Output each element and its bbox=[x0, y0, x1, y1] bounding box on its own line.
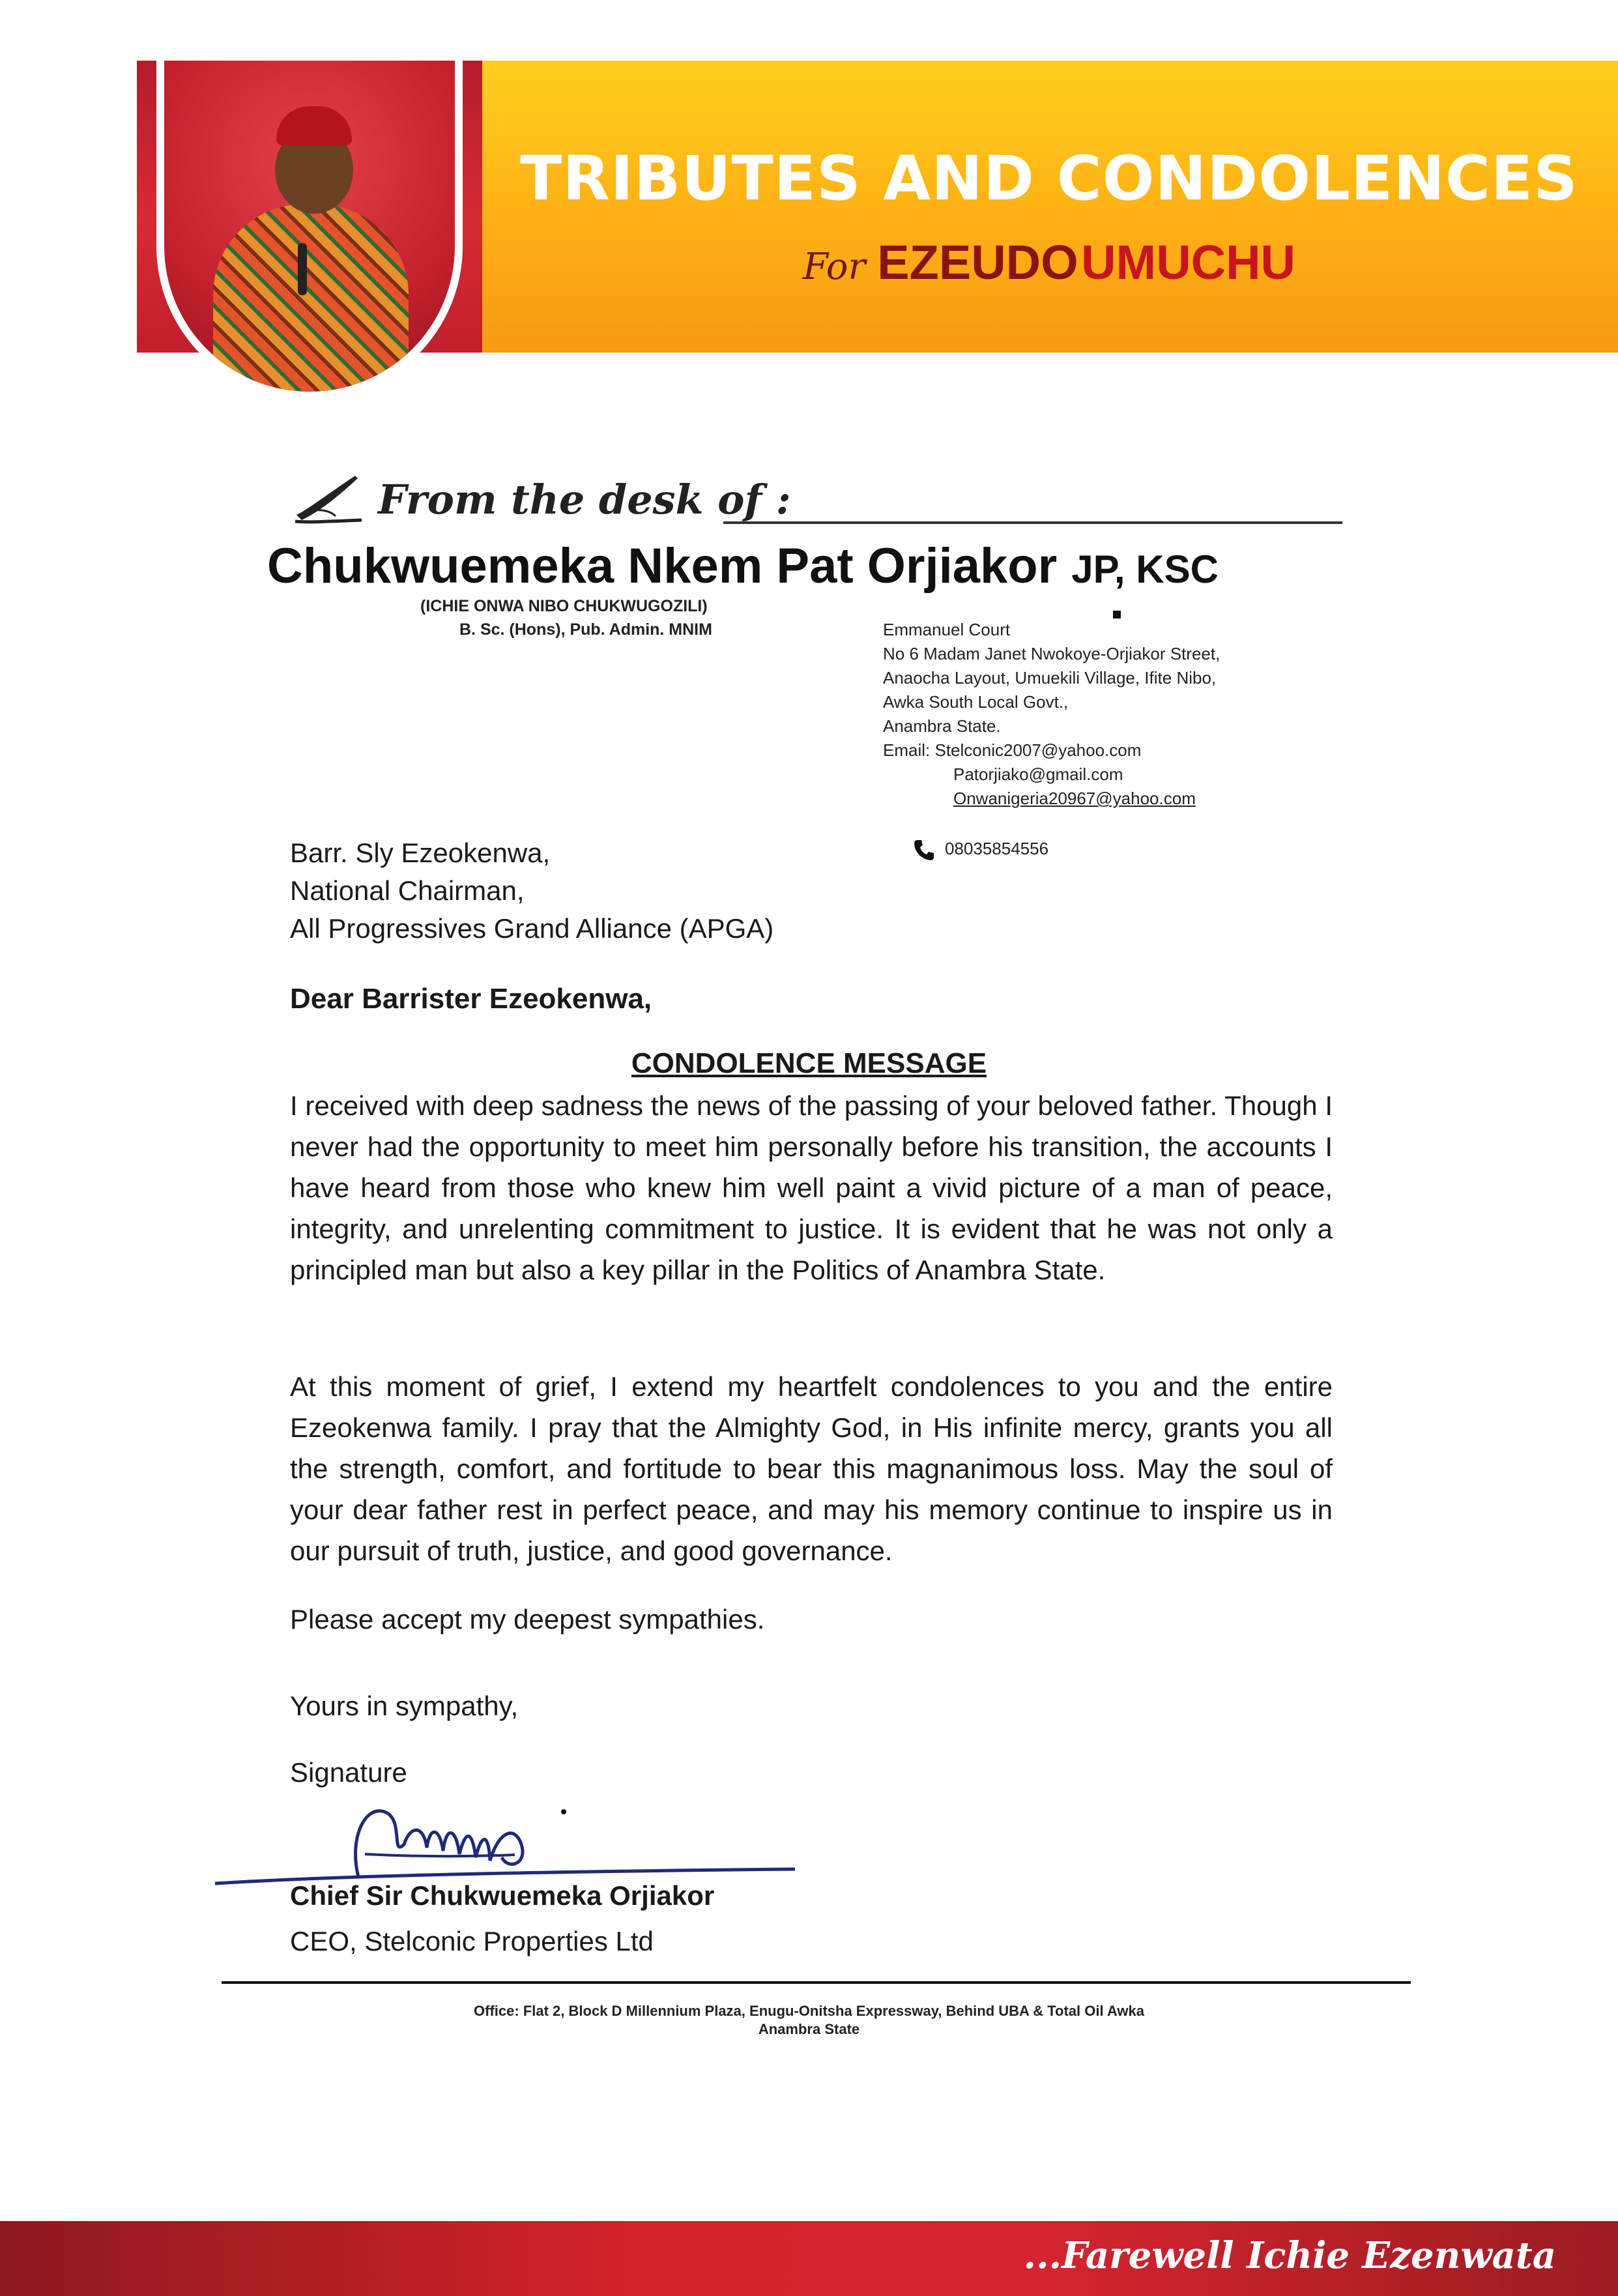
email-address[interactable]: Stelconic2007@yahoo.com bbox=[934, 740, 1142, 760]
recipient-line: Barr. Sly Ezeokenwa, bbox=[290, 837, 551, 868]
address-line: No 6 Madam Janet Nwokoye-Orjiakor Street, bbox=[883, 644, 1221, 663]
desk-underline bbox=[723, 521, 1342, 524]
microphone-icon bbox=[298, 243, 307, 295]
email-address[interactable]: Onwanigeria20967@yahoo.com bbox=[953, 789, 1196, 808]
email-row bbox=[883, 738, 1220, 763]
footer-divider bbox=[222, 1981, 1411, 1984]
author-qualifications: B. Sc. (Hons), Pub. Admin. MNIM bbox=[459, 620, 712, 639]
recipient-block bbox=[290, 834, 773, 948]
closing-line: Please accept my deepest sympathies. bbox=[290, 1604, 765, 1635]
signature-label: Signature bbox=[290, 1757, 407, 1788]
banner-title: TRIBUTES AND CONDOLENCES bbox=[520, 143, 1578, 214]
portrait-photo bbox=[156, 61, 463, 400]
banner-name-part2: UMUCHU bbox=[1081, 235, 1295, 289]
email-label: Email: bbox=[883, 740, 931, 760]
signer-role: CEO, Stelconic Properties Ltd bbox=[290, 1926, 654, 1956]
address-line: Anaocha Layout, Umuekili Village, Ifite Nibo, bbox=[883, 668, 1217, 688]
body-paragraph-1: I received with deep sadness the news of the passing of your beloved father. Though I never had the opportunity to meet him personally before his transition, the accounts I have heard from those who knew him well paint a vivid picture of a man of peace, integrity, and unrelenting commitment to justice. It is evident that he was not only a principled man but also a key pillar in the Politics of Anambra State. bbox=[290, 1090, 1333, 1285]
sign-off: Yours in sympathy, bbox=[290, 1691, 519, 1721]
phone-icon bbox=[912, 838, 936, 862]
from-desk-label: From the desk of : bbox=[378, 476, 791, 523]
phone-number[interactable]: 08035854556 bbox=[945, 838, 1049, 858]
body-paragraph-2: At this moment of grief, I extend my heartfelt condolences to you and the entire Ezeokenwa family. I pray that the Almighty God, in His infinite mercy, grants you all the strength, comfort, and fortitude to bear this magnanimous loss. May the soul of your dear father rest in perfect peace, and may his memory continue to inspire us in our pursuit of truth, justice, and good governance. bbox=[290, 1371, 1333, 1566]
author-name bbox=[267, 538, 1219, 594]
address-line: Awka South Local Govt., bbox=[883, 692, 1069, 712]
phone-row bbox=[912, 838, 1048, 862]
message-title: CONDOLENCE MESSAGE bbox=[631, 1047, 987, 1079]
author-full-name: Chukwuemeka Nkem Pat Orjiakor bbox=[267, 538, 1058, 594]
address-line: Anambra State. bbox=[883, 716, 1001, 736]
signer-name: Chief Sir Chukwuemeka Orjiakor bbox=[290, 1880, 715, 1911]
sender-address bbox=[883, 618, 1220, 811]
portrait-image bbox=[164, 61, 455, 392]
author-honours: JP, KSC bbox=[1071, 547, 1219, 591]
portrait-cap bbox=[276, 106, 352, 145]
salutation: Dear Barrister Ezeokenwa, bbox=[290, 983, 652, 1015]
email-address[interactable]: Patorjiako@gmail.com bbox=[953, 764, 1123, 784]
author-chieftaincy-title: (ICHIE ONWA NIBO CHUKWUGOZILI) bbox=[420, 597, 708, 615]
recipient-line: All Progressives Grand Alliance (APGA) bbox=[290, 913, 774, 944]
portrait-attire bbox=[213, 204, 409, 392]
banner-name-part1: EZEUDO bbox=[877, 235, 1078, 289]
quill-pen-icon bbox=[290, 469, 368, 528]
recipient-line: National Chairman, bbox=[290, 875, 525, 906]
farewell-text: ...Farewell Ichie Ezenwata bbox=[1023, 2234, 1556, 2277]
office-address-line: Office: Flat 2, Block D Millennium Plaza, Enugu-Onitsha Expressway, Behind UBA & Total Oil Awka bbox=[474, 2003, 1144, 2019]
office-address bbox=[0, 2002, 1618, 2039]
banner-subtitle bbox=[482, 235, 1616, 290]
office-address-line: Anambra State bbox=[758, 2021, 860, 2037]
banner-for-label: For bbox=[803, 246, 866, 288]
address-line: Emmanuel Court bbox=[883, 620, 1011, 639]
